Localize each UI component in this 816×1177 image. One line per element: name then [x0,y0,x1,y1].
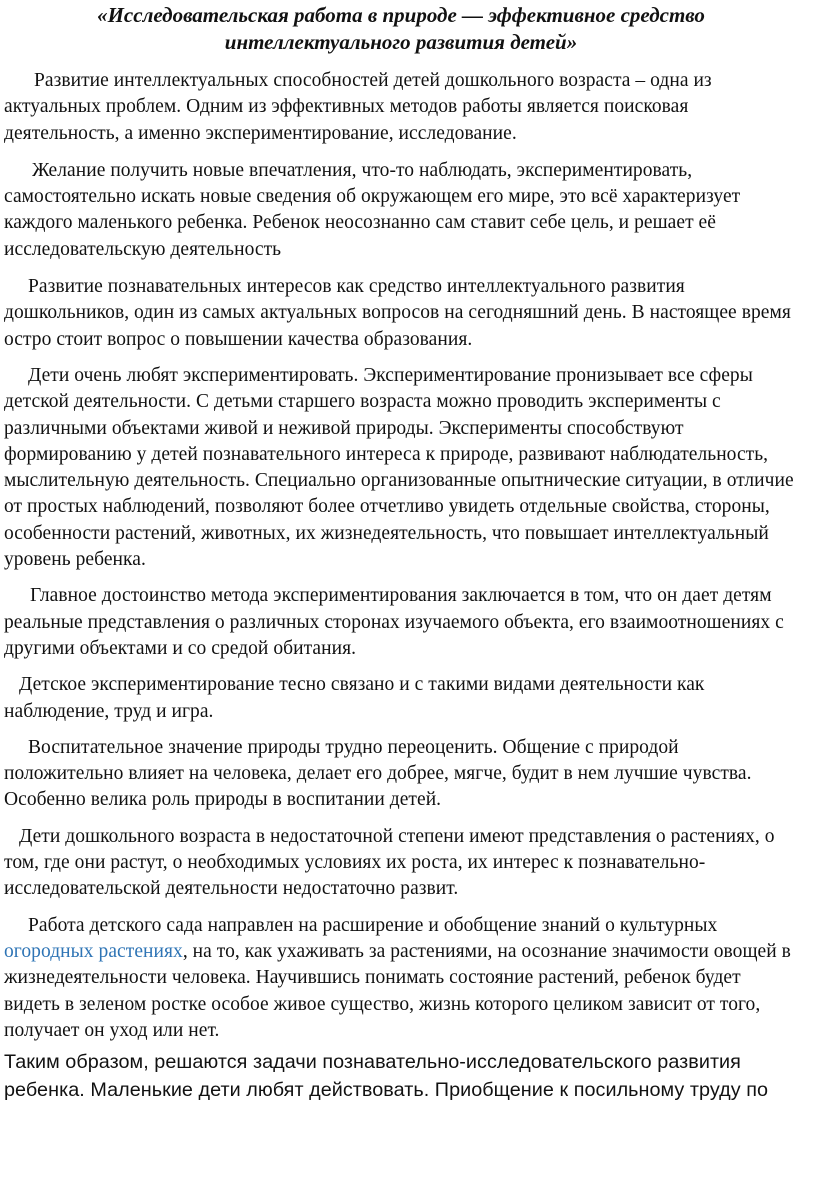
paragraph-7: Воспитательное значение природы трудно переоценить. Общение с природой положительно влияет на человека, делает его добрее, мягче, будит в нем лучшие чувства. Особенно велика роль природы в воспитании детей. [4,736,752,811]
paragraph-6: Детское экспериментирование тесно связано и с такими видами деятельности как наблюдение, труд и игра. [4,674,705,722]
paragraph-9 [4,913,798,1044]
paragraph-5: Главное достоинство метода экспериментирования заключается в том, что он дает детям реальные представления о различных сторонах изучаемого объекта, его взаимоотношениях с другими объектами и со средой обитания. [4,585,784,659]
closing-paragraph: Таким образом, решаются задачи познавательно-исследовательского развития ребенка. Маленькие дети любят действовать. Приобщение к посильному труду по [4,1051,769,1102]
paragraph-9-text-end: , на то, как ухаживать за растениями, на осознание значимости овощей в жизнедеятельности человека. Научившись понимать состояние растений, ребенок будет видеть в зеленом ростке особое живое существо, жизнь которого целиком зависит от того, получает он уход или нет. [4,940,791,1041]
paragraph-3: Развитие познавательных интересов как средство интеллектуального развития дошкольников, один из самых актуальных вопросов на сегодняшний день. В настоящее время остро стоит вопрос о повышении качества образования. [4,276,791,350]
document-title: «Исследовательская работа в природе — эффективное средство интеллектуального развития детей» [97,3,705,54]
paragraph-2: Желание получить новые впечатления, что-то наблюдать, экспериментировать, самостоятельно искать новые сведения об окружающем его мире, это всё характеризует каждого маленького ребенка. Ребенок неосознанно сам ставит себе цель, и решает её исследовательскую деятельность [4,159,741,260]
paragraph-8: Дети дошкольного возраста в недостаточной степени имеют представления о растениях, о том, где они растут, о необходимых условиях их роста, их интерес к познавательно-исследовательской деятельности недостаточно развит. [4,825,775,900]
paragraph-4: Дети очень любят экспериментировать. Экспериментирование пронизывает все сферы детской деятельности. С детьми старшего возраста можно проводить эксперименты с различными объектами живой и неживой природы. Эксперименты способствуют формированию у детей познавательного интереса к природе, развивают наблюдательность, мыслительную деятельность. Специально организованные опытнические ситуации, в отличие от простых наблюдений, позволяют более отчетливо увидеть отдельные свойства, стороны, особенности растений, животных, их жизнедеятельность, что повышает интеллектуальный уровень ребенка. [4,364,794,571]
paragraph-1: Развитие интеллектуальных способностей детей дошкольного возраста – одна из актуальных проблем. Одним из эффективных методов работы является поисковая деятельность, а именно экспериментирование, исследование. [4,70,712,144]
vegetable-plants-link[interactable]: огородных растениях [4,940,183,962]
paragraph-9-text-start: Работа детского сада направлен на расширение и обобщение знаний о культурных [28,914,718,936]
